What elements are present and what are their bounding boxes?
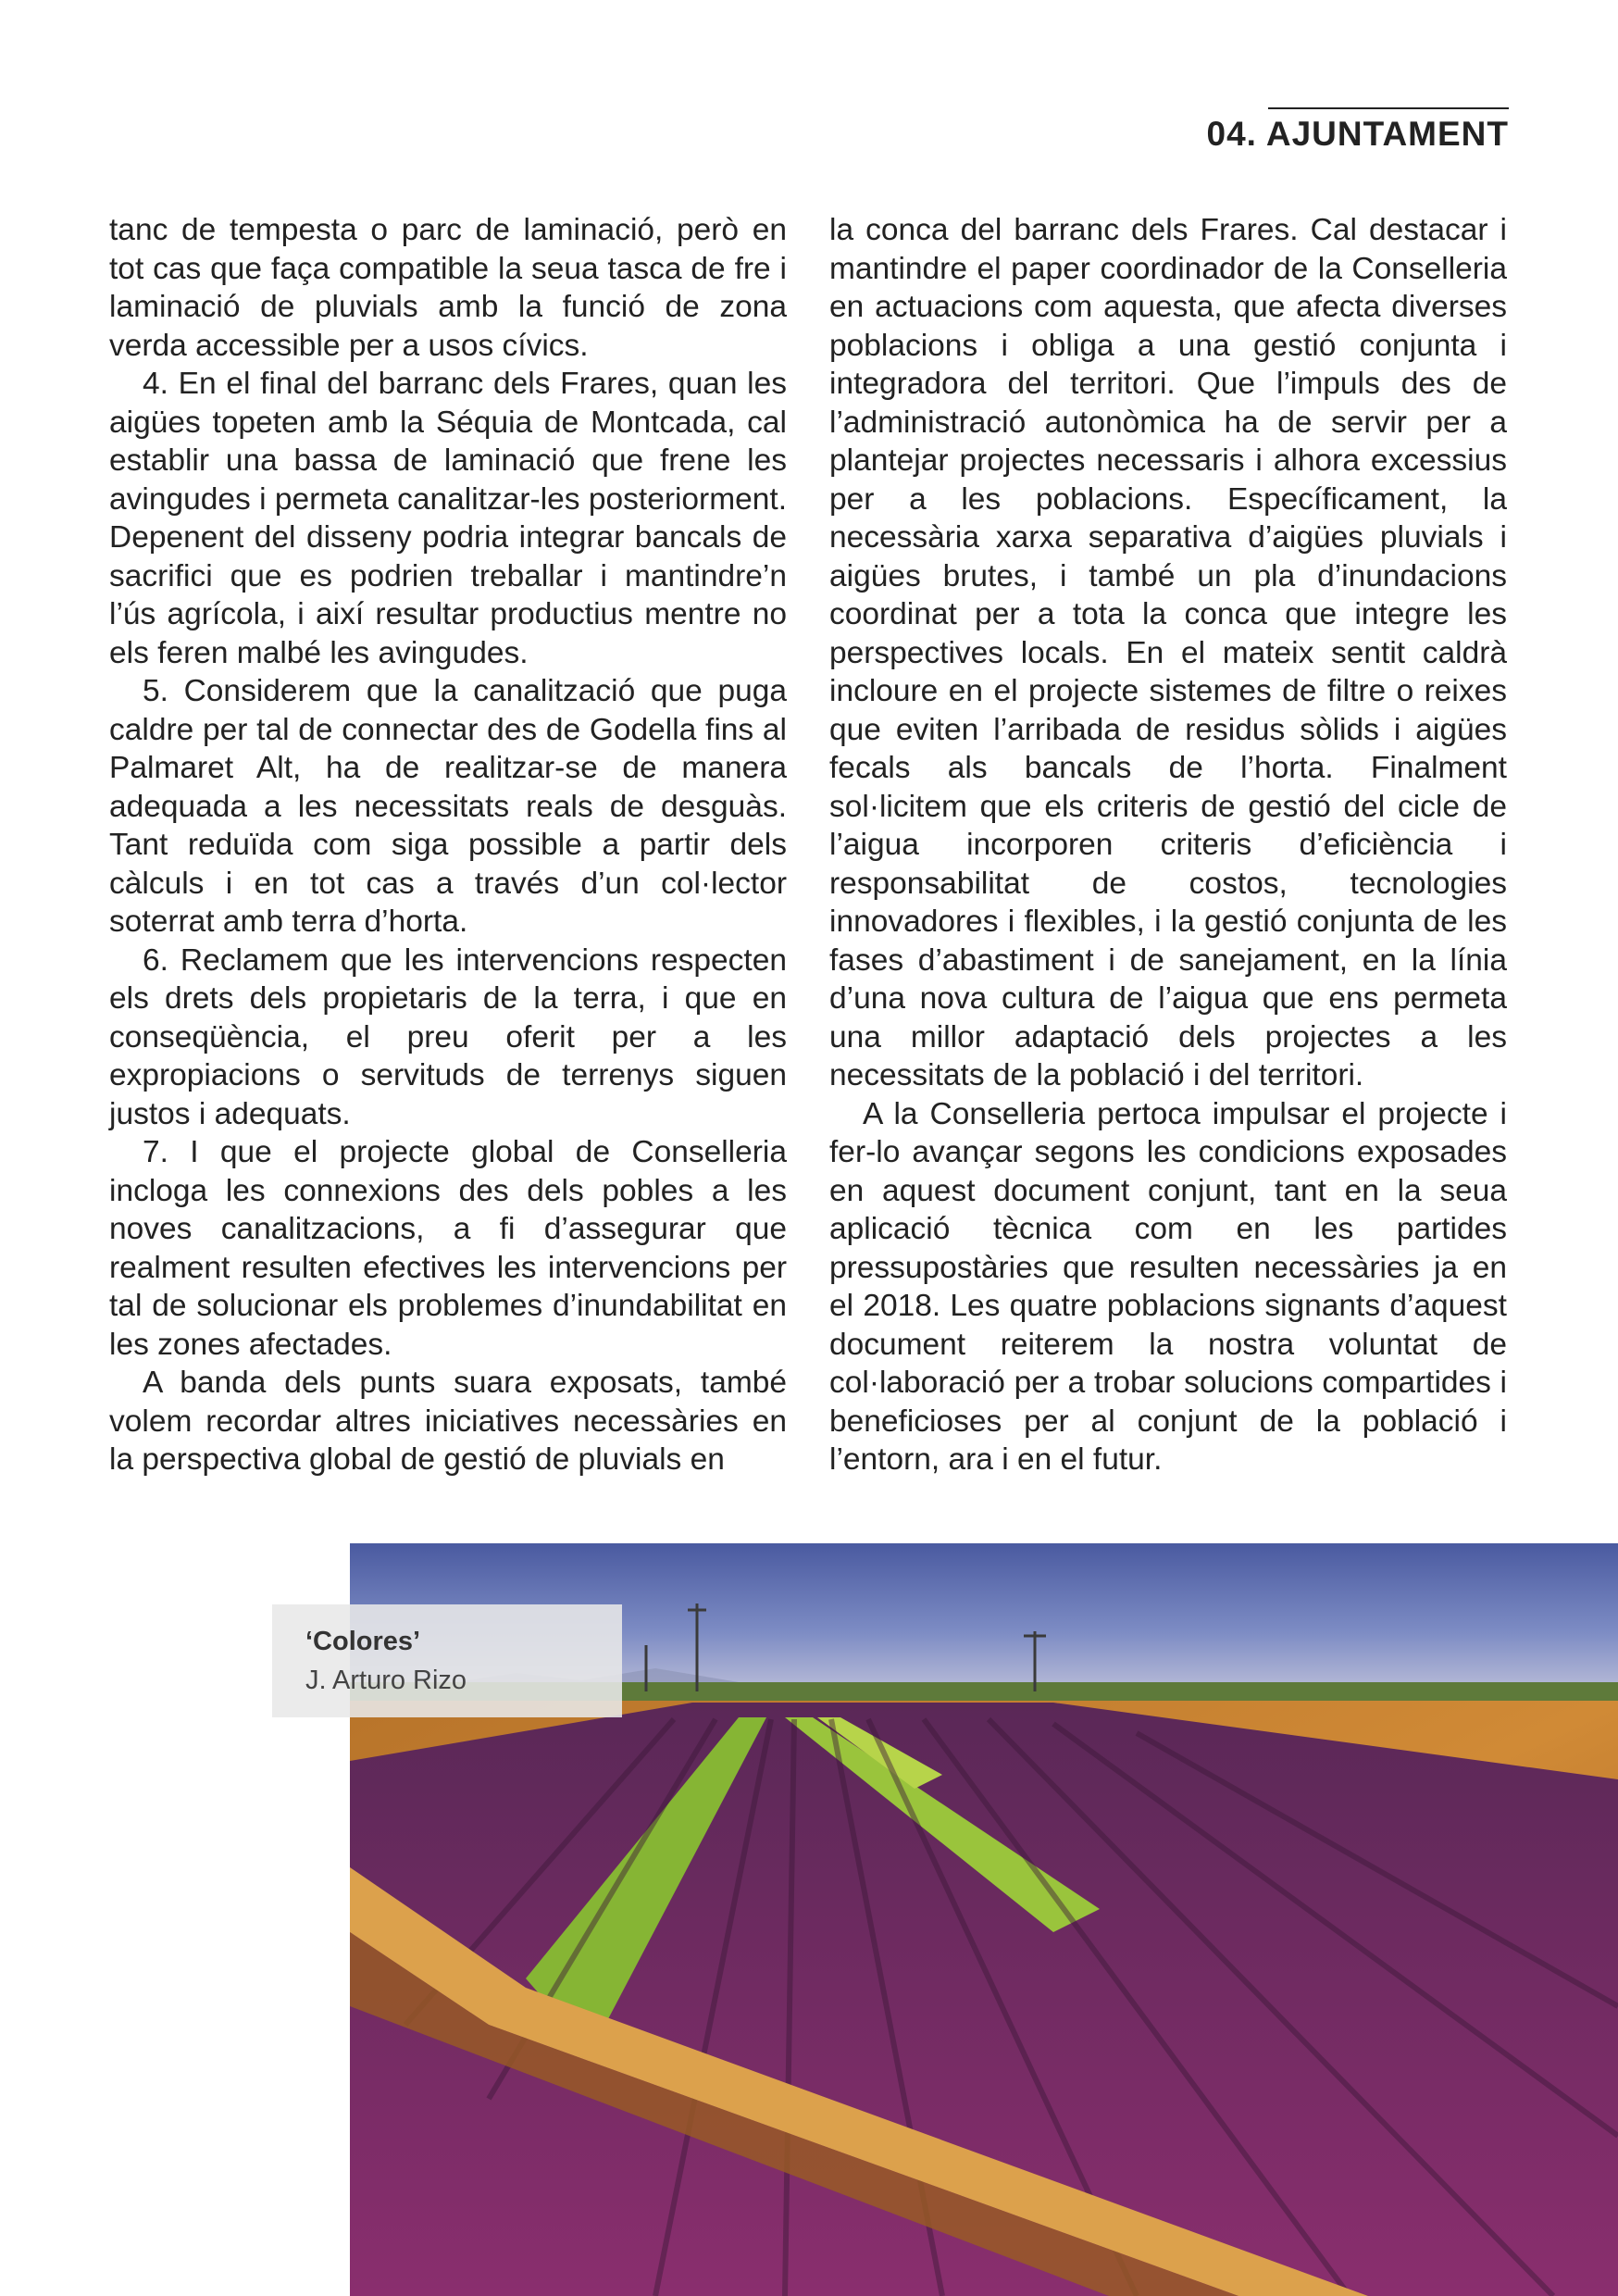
right-column [829,211,1507,1479]
paragraph: 7. I que el projecte global de Conselleria incloga les connexions des dels pobles a les noves canalitzacions, a fi d’assegurar que realment resulten efectives les intervencions per tal de solucionar els problemes d’inundabilitat en les zones afectades. [109,1135,787,1362]
paragraph: 4. En el final del barranc dels Frares, quan les aigües topeten amb la Séquia de Montcada, cal establir una bassa de laminació que frene les avingudes i permeta canalitzar-les posteriorment. Depenent del disseny podria integrar bancals de sacrifici que es podrien treballar i mantindre’n l’ús agrícola, i així resultar productius mentre no els feren malbé les avingudes. [109,367,787,670]
caption-title: ‘Colores’ [305,1627,421,1656]
paragraph: A la Conselleria pertoca impulsar el projecte i fer-lo avançar segons les condicions exposades en aquest document conjunt, tant en la seua aplicació tècnica com en les partides pressupostàries que resulten necessàries ja en el 2018. Les quatre poblacions signants d’aquest document reiterem la nostra voluntat de col·laboració per a trobar solucions compartides i beneficioses per al conjunt de la població i l’entorn, ara i en el futur. [829,1096,1507,1477]
section-title: 04. AJUNTAMENT [1206,115,1509,153]
paragraph: tanc de tempesta o parc de laminació, però en tot cas que faça compatible la seua tasca de fre i laminació de pluvials amb la funció de zona verda accessible per a usos cívics. [109,213,787,363]
left-column [109,211,787,1479]
paragraph: 5. Considerem que la canalització que puga caldre per tal de connectar des de Godella fins al Palmaret Alt, ha de realitzar-se de manera adequada a les necessitats reals de desguàs. Tant reduïda com siga possible a partir dels càlculs i en tot cas a través d’un col·lector soterrat amb terra d’horta. [109,674,787,939]
paragraph: A banda dels punts suara exposats, també volem recordar altres iniciatives necessàries en la perspectiva global de gestió de pluvials en [109,1366,787,1477]
caption-author: J. Arturo Rizo [305,1666,467,1695]
photo-caption [272,1604,622,1717]
header-rule [1268,107,1509,109]
paragraph: la conca del barranc dels Frares. Cal destacar i mantindre el paper coordinador de la Conselleria en actuacions com aquesta, que afecta diverses poblacions i obliga a una gestió conjunta i integradora del territori. Que l’impuls des de l’administració autonòmica ha de servir per a plantejar projectes necessaris i alhora excessius per a les poblacions. Específicament, la necessària xarxa separativa d’aigües pluvials i aigües brutes, i també un pla d’inundacions coordinat per a tota la conca que integre les perspectives locals. En el mateix sentit caldrà incloure en el projecte sistemes de filtre o reixes que eviten l’arribada de residus sòlids i aigües fecals als bancals de l’horta. Finalment sol·licitem que els criteris de gestió del cicle de l’aigua incorporen criteris d’eficiència i responsabilitat de costos, tecnologies innovadores i flexibles, i la gestió conjunta de les fases d’abastiment i de sanejament, en la línia d’una nova cultura de l’aigua que ens permeta una millor adaptació dels projectes a les necessitats de la població i del territori. [829,213,1507,1092]
paragraph: 6. Reclamem que les intervencions respecten els drets dels propietaris de la terra, i que en conseqüència, el preu oferit per a les expropiacions o servituds de terrenys siguen justos i adequats. [109,942,787,1131]
